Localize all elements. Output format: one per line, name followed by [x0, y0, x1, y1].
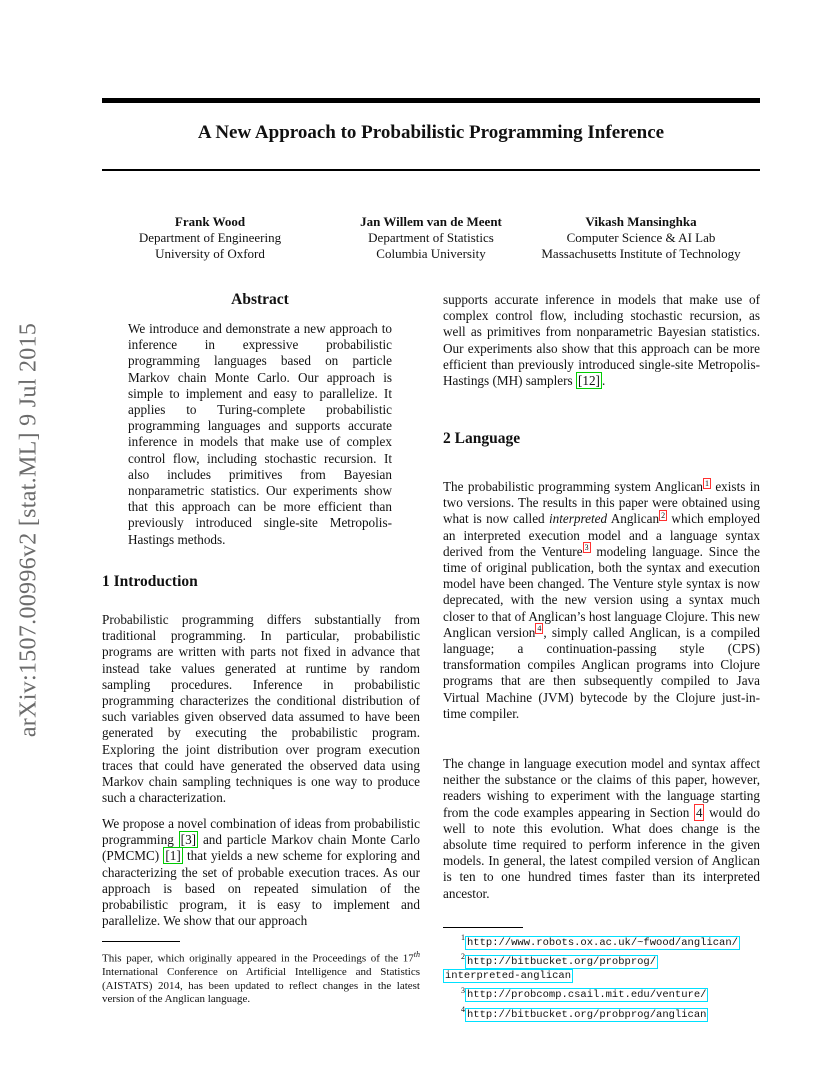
- footnote-url[interactable]: http://bitbucket.org/probprog/: [467, 955, 657, 968]
- text-span: exists in two versions. The results in this paper were obtained using what is now called: [443, 479, 760, 527]
- publication-note: [102, 948, 420, 1007]
- footnote-3: [443, 984, 763, 1003]
- text-span: would do well to note this evolution. What does change is the absolute time required to perform inference in the given models. In general, the latest compiled version of Anglican is ten to one hundred times faster than its interpreted ancestor.: [443, 804, 760, 901]
- italic-text: interpreted: [549, 511, 608, 527]
- title-top-rule: [102, 98, 760, 103]
- superscript: th: [413, 950, 420, 959]
- author-affiliation: Department of Engineering: [138, 230, 282, 245]
- language-paragraph-1: [443, 479, 760, 722]
- footnote-url[interactable]: interpreted-anglican: [445, 970, 572, 983]
- footnote-url[interactable]: http://probcomp.csail.mit.edu/venture/: [467, 989, 707, 1002]
- author-1: [120, 214, 300, 262]
- text-span: We propose a novel combination of ideas from probabilistic programming: [102, 816, 420, 848]
- footnote-ref[interactable]: 1: [704, 478, 709, 488]
- arxiv-id: arXiv:1507.00996v2 [stat.ML] 9 Jul 2015: [15, 322, 42, 738]
- abstract-text: We introduce and demonstrate a new approach to inference in expressive probabilistic programming languages based on particle Markov chain Monte Carlo. Our approach is simple to implement and easy to parallelize. It applies to Turing-complete probabilistic programming languages and supports accurate inference in models that make use of complex control flow, including stochastic recursion. It also includes primitives from Bayesian nonparametric statistics. Our experiments show that this approach can be more efficient than previously introduced single-site Metropolis-Hastings methods.: [128, 321, 392, 547]
- arxiv-stamp: [14, 295, 44, 765]
- text-span: which employed an interpreted execution model and a language syntax derived from the Venture: [443, 511, 760, 559]
- abstract-heading: Abstract: [231, 291, 289, 308]
- footnote-rule: [443, 927, 523, 928]
- intro-paragraph-1: Probabilistic programming differs substantially from traditional programming. In particular, probabilistic programs are written with parts not fixed in advance that instead take values generated at runtime by random sampling procedures. Inference in probabilistic programming characterizes the conditional distribution of such variables given observed data assumed to have been generated by executing the probabilistic program. Exploring the joint distribution over program execution traces that could have generated the observed data using Markov chain sampling techniques is one way to produce such a characterization.: [102, 612, 420, 806]
- abstract-continuation: [443, 292, 760, 389]
- citation-link[interactable]: [12]: [577, 373, 600, 389]
- text-span: modeling language. Since the time of original publication, both the syntax and execution model have been changed. The Venture style syntax is now deprecated, with the new version using a syntax much closer to that of Anglican’s host language Clojure. This new Anglican version: [443, 543, 761, 640]
- footnote-1: [443, 931, 763, 950]
- intro-paragraph-2: [102, 816, 420, 929]
- author-affiliation: Department of Statistics: [368, 230, 494, 245]
- footnote-number: 1: [461, 933, 465, 942]
- footnote-number: 2: [461, 952, 465, 962]
- author-name: Jan Willem van de Meent: [360, 214, 502, 229]
- author-affiliation: University of Oxford: [155, 246, 265, 261]
- text-span: .: [601, 373, 606, 389]
- footnote-number: 3: [461, 985, 465, 995]
- author-affiliation: Massachusetts Institute of Technology: [541, 246, 741, 261]
- citation-link[interactable]: [3]: [180, 832, 197, 848]
- author-affiliation: Computer Science & AI Lab: [566, 230, 716, 245]
- paper-title: A New Approach to Probabilistic Programming Inference: [197, 122, 665, 143]
- language-heading: 2 Language: [443, 430, 521, 447]
- text-span: This paper, which originally appeared in the Proceedings of the 17: [102, 952, 414, 965]
- footnote-ref[interactable]: 2: [661, 511, 666, 521]
- citation-link[interactable]: [1]: [165, 848, 181, 864]
- author-name: Vikash Mansinghka: [585, 214, 697, 229]
- text-span: supports accurate inference in models that make use of complex control flow, including stochastic recursion, as well as primitives from nonparametric Bayesian statistics. Our experiments also show that this approach can be more efficient than previously introduced single-site Metropolis-Hastings (MH) samplers: [443, 292, 760, 389]
- author-name: Frank Wood: [174, 214, 246, 229]
- text-span: and particle Markov chain Monte Carlo (PMCMC): [102, 832, 420, 864]
- footnote-2-continued: [443, 969, 763, 984]
- footnote-list: [443, 931, 763, 1022]
- footnote-url[interactable]: http://www.robots.ox.ac.uk/~fwood/anglican/: [467, 936, 738, 949]
- text-span: that yields a new scheme for exploring and characterizing the set of probable execution traces. As our approach is based on repeated simulation of the probabilistic program, it is easy to implement and parallelize. We show that our approach: [102, 848, 420, 929]
- footnote-url[interactable]: http://bitbucket.org/probprog/anglican: [467, 1008, 707, 1021]
- author-3: [524, 214, 758, 262]
- language-paragraph-2: [443, 756, 760, 902]
- section-link[interactable]: 4: [695, 804, 703, 820]
- text-span: International Conference on Artificial Intelligence and Statistics (AISTATS) 2014, has been updated to reflect changes in the latest version of the Anglican language.: [102, 966, 420, 1006]
- title-bottom-rule: [102, 169, 760, 171]
- text-span: The change in language execution model and syntax affect neither the substance or the claims of this paper, however, readers wishing to experiment with the language starting from the code examples appearing in Section: [443, 756, 760, 820]
- text-span: , simply called Anglican, is a compiled language; a continuation-passing style (CPS) transformation compiles Anglican programs into Clojure programs that are then subsequently compiled to Java Virtual Machine (JVM) bytecode by the Clojure just-in-time compiler.: [443, 624, 760, 721]
- text-span: Anglican: [607, 511, 660, 527]
- text-span: The probabilistic programming system Anglican: [443, 479, 703, 494]
- footnote-rule: [102, 941, 180, 942]
- footnote-4: [443, 1003, 763, 1022]
- author-affiliation: Columbia University: [376, 246, 486, 261]
- footnote-ref[interactable]: 3: [584, 543, 589, 553]
- author-2: [326, 214, 536, 262]
- footnote-2: [443, 950, 763, 969]
- intro-heading: 1 Introduction: [102, 573, 198, 590]
- footnote-number: 4: [461, 1004, 465, 1014]
- footnote-ref[interactable]: 4: [537, 624, 542, 634]
